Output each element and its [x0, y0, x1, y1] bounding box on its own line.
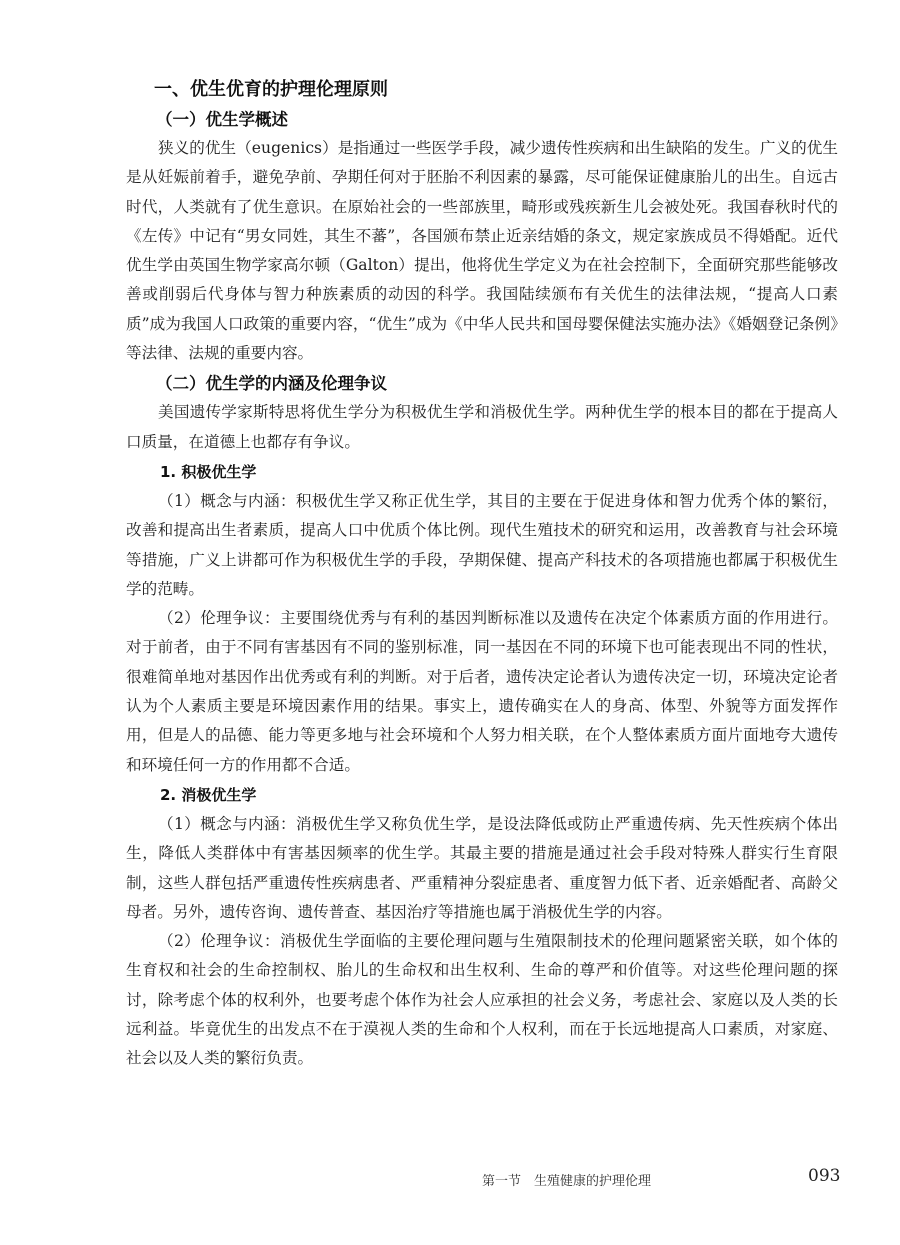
- paragraph-intro: 美国遗传学家斯特思将优生学分为积极优生学和消极优生学。两种优生学的根本目的都在于提高人口质量，在道德上也都存有争议。: [126, 403, 838, 451]
- section-heading-overview: （一）优生学概述: [156, 110, 288, 129]
- section-heading-connotation: （二）优生学的内涵及伦理争议: [156, 374, 387, 394]
- page-number: 093: [808, 1166, 841, 1186]
- paragraph-positive-concept: （1）概念与内涵：积极优生学又称正优生学，其目的主要在于促进身体和智力优秀个体的繁衍，改善和提高出生者素质，提高人口中优质个体比例。现代生殖技术的研究和运用，改善教育与社会环境等措施，广义上讲都可作为积极优生学的手段，孕期保健、提高产科技术的各项措施也都属于积极优生学的范畴。: [126, 491, 838, 598]
- chapter-heading: 一、优生优育的护理伦理原则: [154, 79, 388, 100]
- page-footer: [0, 1164, 900, 1194]
- paragraph-positive-dispute: （2）伦理争议：主要围绕优秀与有利的基因判断标准以及遗传在决定个体素质方面的作用进行。对于前者，由于不同有害基因有不同的鉴别标准，同一基因在不同的环境下也可能表现出不同的性状，很难简单地对基因作出优秀或有利的判断。对于后者，遗传决定论者认为遗传决定一切，环境决定论者认为个人素质主要是环境因素作用的结果。事实上，遗传确实在人的身高、体型、外貌等方面发挥作用，但是人的品德、能力等更多地与社会环境和个人努力相关联，在个人整体素质方面片面地夸大遗传和环境任何一方的作用都不合适。: [126, 609, 838, 774]
- footer-section-title: 第一节 生殖健康的护理伦理: [482, 1174, 652, 1189]
- page-content: [126, 76, 838, 1074]
- subheading-negative-eugenics: 2. 消极优生学: [160, 785, 257, 804]
- paragraph-negative-concept: （1）概念与内涵：消极优生学又称负优生学，是设法降低或防止严重遗传病、先天性疾病个体出生，降低人类群体中有害基因频率的优生学。其最主要的措施是通过社会手段对特殊人群实行生育限制，这些人群包括严重遗传性疾病患者、严重精神分裂症患者、重度智力低下者、近亲婚配者、高龄父母者。另外，遗传咨询、遗传普查、基因治疗等措施也属于消极优生学的内容。: [126, 814, 838, 921]
- paragraph-negative-dispute: （2）伦理争议：消极优生学面临的主要伦理问题与生殖限制技术的伦理问题紧密关联，如个体的生育权和社会的生命控制权、胎儿的生命权和出生权利、生命的尊严和价值等。对这些伦理问题的探讨，除考虑个体的权利外，也要考虑个体作为社会人应承担的社会义务，考虑社会、家庭以及人类的长远利益。毕竟优生的出发点不在于漠视人类的生命和个人权利，而在于长远地提高人口素质，对家庭、社会以及人类的繁衍负责。: [126, 932, 838, 1068]
- paragraph-eugenics-overview: 狭义的优生（eugenics）是指通过一些医学手段，减少遗传性疾病和出生缺陷的发生。广义的优生是从妊娠前着手，避免孕前、孕期任何对于胚胎不利因素的暴露，尽可能保证健康胎儿的出生。自远古时代，人类就有了优生意识。在原始社会的一些部族里，畸形或残疾新生儿会被处死。我国春秋时代的《左传》中记有“男女同姓，其生不蕃”，各国颁布禁止近亲结婚的条文，规定家族成员不得婚配。近代优生学由英国生物学家高尔顿（Galton）提出，他将优生学定义为在社会控制下，全面研究那些能够改善或削弱后代身体与智力种族素质的动因的科学。我国陆续颁布有关优生的法律法规，“提高人口素质”成为我国人口政策的重要内容，“优生”成为《中华人民共和国母婴保健法实施办法》《婚姻登记条例》等法律、法规的重要内容。: [126, 139, 838, 363]
- subheading-positive-eugenics: 1. 积极优生学: [160, 462, 257, 481]
